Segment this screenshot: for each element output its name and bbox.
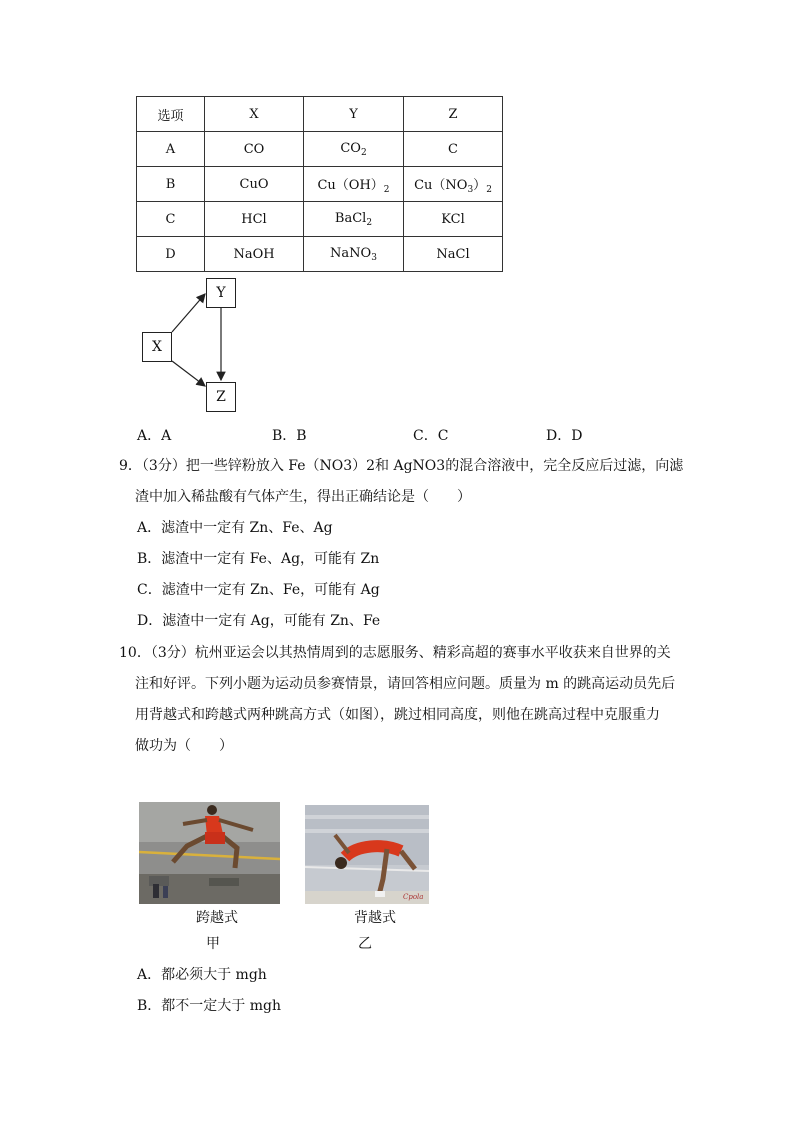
table-cell: BaCl$_2$ xyxy=(304,202,404,237)
q9-choice-c: C．滤渣中一定有 Zn、Fe，可能有 Ag xyxy=(137,582,380,598)
arrow-x-to-z xyxy=(172,361,205,386)
table-header-cell: Y xyxy=(304,97,404,132)
q9-choice-d: D．滤渣中一定有 Ag，可能有 Zn、Fe xyxy=(137,613,381,629)
diagram-node-x: X xyxy=(142,332,172,362)
q8-choice-d: D．D xyxy=(546,428,583,444)
diagram-node-y: Y xyxy=(206,278,236,308)
table-header-cell: X xyxy=(205,97,304,132)
table-cell: NaOH xyxy=(205,237,304,272)
table-header-cell: Z xyxy=(404,97,503,132)
q10-choice-b: B．都不一定大于 mgh xyxy=(137,998,281,1014)
photo-label-jia: 甲 xyxy=(206,936,220,952)
fosbury-flop-caption: 背越式 xyxy=(354,910,396,926)
table-row xyxy=(137,202,503,237)
table-cell: $Cu(OH)_2$ xyxy=(304,167,404,202)
scissors-jump-caption: 跨越式 xyxy=(196,910,238,926)
table-cell: D xyxy=(137,237,205,272)
svg-text:Cpola: Cpola xyxy=(403,893,424,901)
table-cell: CuO xyxy=(205,167,304,202)
q9-choice-a: A．滤渣中一定有 Zn、Fe、Ag xyxy=(137,520,333,536)
q9-stem-line1: 9．（3分）把一些锌粉放入 Fe（NO3）2和 AgNO3的混合溶液中，完全反应后过滤，向滤 xyxy=(119,458,684,474)
scissors-jump-photo xyxy=(139,802,280,904)
q10-stem-line2: 注和好评。下列小题为运动员参赛情景，请回答相应问题。质量为 m 的跳高运动员先后 xyxy=(135,676,676,692)
table-cell: HCl xyxy=(205,202,304,237)
table-cell: A xyxy=(137,132,205,167)
table-header-row xyxy=(137,97,503,132)
q9-stem-line2: 渣中加入稀盐酸有气体产生，得出正确结论是（ ） xyxy=(135,489,471,505)
table-cell: $Cu(NO_3)_2$ xyxy=(404,167,503,202)
table-cell: NaCl xyxy=(404,237,503,272)
q9-choice-b: B．滤渣中一定有 Fe、Ag，可能有 Zn xyxy=(137,551,380,567)
q10-stem-line3: 用背越式和跨越式两种跳高方式（如图），跳过相同高度，则他在跳高过程中克服重力 xyxy=(135,707,660,723)
table-cell: CO xyxy=(205,132,304,167)
options-table xyxy=(136,96,503,272)
q8-choice-c: C．C xyxy=(413,428,449,444)
table-cell: C xyxy=(404,132,503,167)
table-cell: KCl xyxy=(404,202,503,237)
q8-choice-b: B．B xyxy=(272,428,307,444)
diagram-node-z: Z xyxy=(206,382,236,412)
table-cell: B xyxy=(137,167,205,202)
table-header-cell: 选项 xyxy=(137,97,205,132)
fosbury-flop-photo xyxy=(305,805,429,904)
table-row xyxy=(137,237,503,272)
table-row xyxy=(137,132,503,167)
table-row xyxy=(137,167,503,202)
table-cell: $CO_2$ xyxy=(304,132,404,167)
q8-choice-a: A．A xyxy=(137,428,172,444)
q10-choice-a: A．都必须大于 mgh xyxy=(137,967,267,983)
q10-stem-line1: 10．（3分）杭州亚运会以其热情周到的志愿服务、精彩高超的赛事水平收获来自世界的关 xyxy=(119,645,671,661)
table-cell: C xyxy=(137,202,205,237)
photo-label-yi: 乙 xyxy=(358,936,372,952)
table-cell: NaNO$_3$ xyxy=(304,237,404,272)
q10-stem-line4: 做功为（ ） xyxy=(135,738,233,754)
arrow-x-to-y xyxy=(172,294,205,332)
